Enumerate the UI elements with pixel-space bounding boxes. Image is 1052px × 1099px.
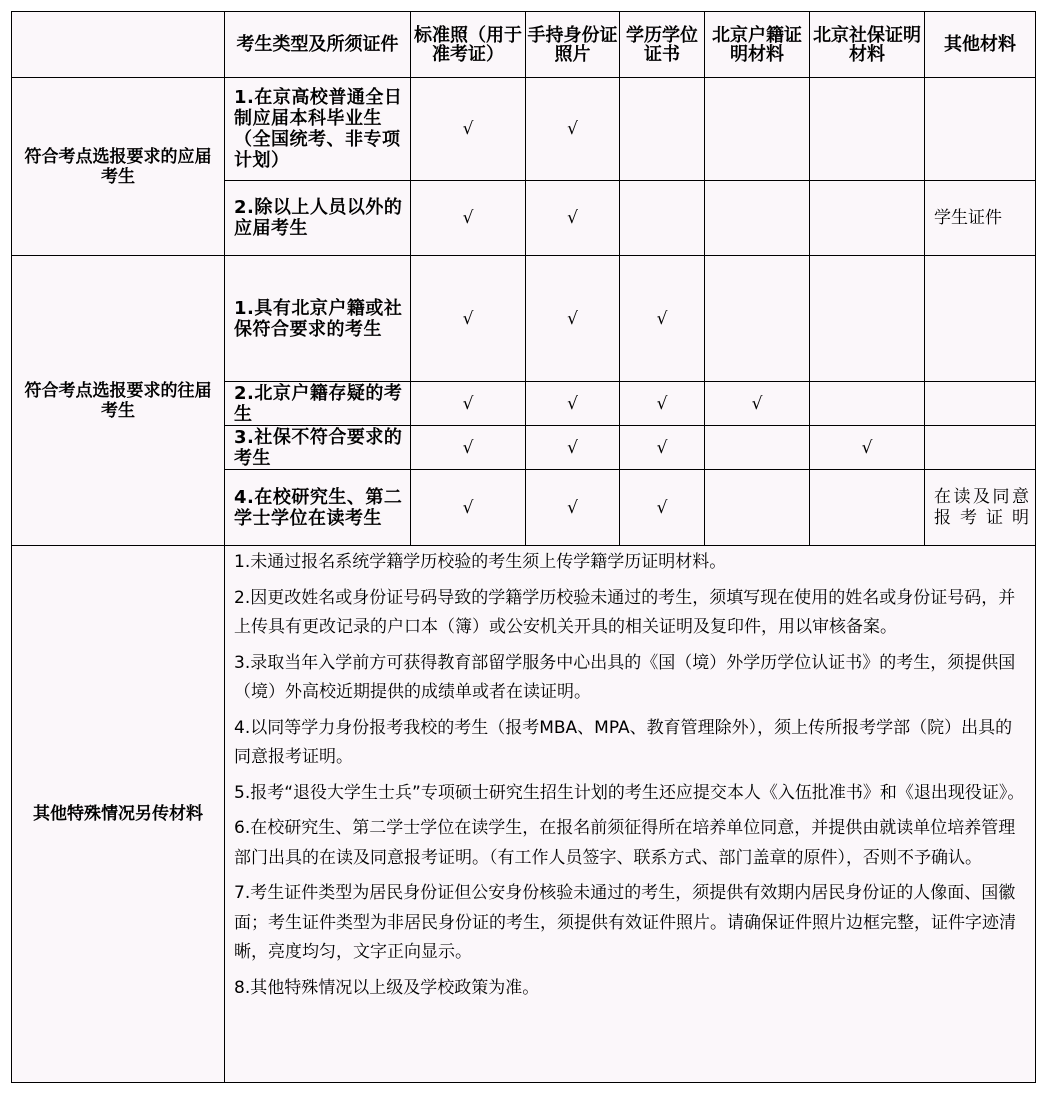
special-label: 其他特殊情况另传材料 — [12, 546, 225, 1083]
check-id-photo: √ — [526, 256, 620, 382]
other-material — [925, 382, 1036, 426]
check-social: √ — [810, 426, 925, 470]
check-social — [810, 78, 925, 181]
check-social — [810, 382, 925, 426]
row-type: 2.除以上人员以外的应届考生 — [225, 181, 411, 256]
header-id-photo: 手持身份证照片 — [526, 12, 620, 78]
group-label-previous: 符合考点选报要求的往届考生 — [12, 256, 225, 546]
header-social: 北京社保证明材料 — [810, 12, 925, 78]
check-photo: √ — [411, 181, 526, 256]
note-item: 2.因更改姓名或身份证号码导致的学籍学历校验未通过的考生，须填写现在使用的姓名或身份证号码，并上传具有更改记录的户口本（簿）或公安机关开具的相关证明及复印件，用以审核备案。 — [234, 587, 1016, 637]
check-photo: √ — [411, 382, 526, 426]
other-material — [925, 256, 1036, 382]
table-row — [12, 256, 1036, 382]
check-degree: √ — [620, 426, 705, 470]
check-degree — [620, 78, 705, 181]
note-item: 7.考生证件类型为居民身份证但公安身份核验未通过的考生，须提供有效期内居民身份证的人像面、国徽面；考生证件类型为非居民身份证的考生，须提供有效证件照片。请确保证件照片边框完整，证件字迹清晰，亮度均匀，文字正向显示。 — [234, 883, 1016, 962]
check-social — [810, 256, 925, 382]
check-photo: √ — [411, 78, 526, 181]
row-type: 2.北京户籍存疑的考生 — [225, 382, 411, 426]
check-degree: √ — [620, 470, 705, 546]
check-degree: √ — [620, 382, 705, 426]
check-hukou — [705, 426, 810, 470]
note-item: 4.以同等学力身份报考我校的考生（报考MBA、MPA、教育管理除外），须上传所报考学部（院）出具的同意报考证明。 — [234, 717, 1013, 767]
other-material — [925, 78, 1036, 181]
header-category — [12, 12, 225, 78]
check-photo: √ — [411, 426, 526, 470]
note-item: 5.报考“退役大学生士兵”专项硕士研究生招生计划的考生还应提交本人《入伍批准书》和《退出现役证》。 — [234, 782, 1025, 803]
table-row — [12, 78, 1036, 181]
special-notes — [225, 546, 1036, 1083]
check-social — [810, 470, 925, 546]
other-material — [925, 426, 1036, 470]
check-id-photo: √ — [526, 181, 620, 256]
header-photo: 标准照（用于准考证） — [411, 12, 526, 78]
check-hukou — [705, 181, 810, 256]
group-label-fresh: 符合考点选报要求的应届考生 — [12, 78, 225, 256]
check-hukou — [705, 470, 810, 546]
header-row — [12, 12, 1036, 78]
special-row — [12, 546, 1036, 1083]
row-type: 1.在京高校普通全日制应届本科毕业生（全国统考、非专项计划） — [225, 78, 411, 181]
note-item: 6.在校研究生、第二学士学位在读学生，在报名前须征得所在培养单位同意，并提供由就读单位培养管理部门出具的在读及同意报考证明。（有工作人员签字、联系方式、部门盖章的原件），否则不予确认。 — [234, 818, 1016, 868]
row-type: 3.社保不符合要求的考生 — [225, 426, 411, 470]
requirements-table — [11, 11, 1036, 1083]
header-degree: 学历学位证书 — [620, 12, 705, 78]
check-photo: √ — [411, 470, 526, 546]
other-material: 学生证件 — [925, 181, 1036, 256]
check-hukou — [705, 256, 810, 382]
check-id-photo: √ — [526, 78, 620, 181]
row-type: 4.在校研究生、第二学士学位在读考生 — [225, 470, 411, 546]
check-degree — [620, 181, 705, 256]
check-degree: √ — [620, 256, 705, 382]
check-hukou — [705, 78, 810, 181]
check-id-photo: √ — [526, 426, 620, 470]
other-material: 在读及同意报考证明 — [925, 470, 1036, 546]
row-type: 1.具有北京户籍或社保符合要求的考生 — [225, 256, 411, 382]
note-item: 1.未通过报名系统学籍学历校验的考生须上传学籍学历证明材料。 — [234, 552, 727, 572]
check-social — [810, 181, 925, 256]
check-hukou: √ — [705, 382, 810, 426]
check-id-photo: √ — [526, 382, 620, 426]
header-type: 考生类型及所须证件 — [225, 12, 411, 78]
header-hukou: 北京户籍证明材料 — [705, 12, 810, 78]
check-id-photo: √ — [526, 470, 620, 546]
note-item: 8.其他特殊情况以上级及学校政策为准。 — [234, 977, 540, 998]
note-item: 3.录取当年入学前方可获得教育部留学服务中心出具的《国（境）外学历学位认证书》的考生，须提供国（境）外高校近期提供的成绩单或者在读证明。 — [234, 652, 1016, 702]
header-other: 其他材料 — [925, 12, 1036, 78]
check-photo: √ — [411, 256, 526, 382]
